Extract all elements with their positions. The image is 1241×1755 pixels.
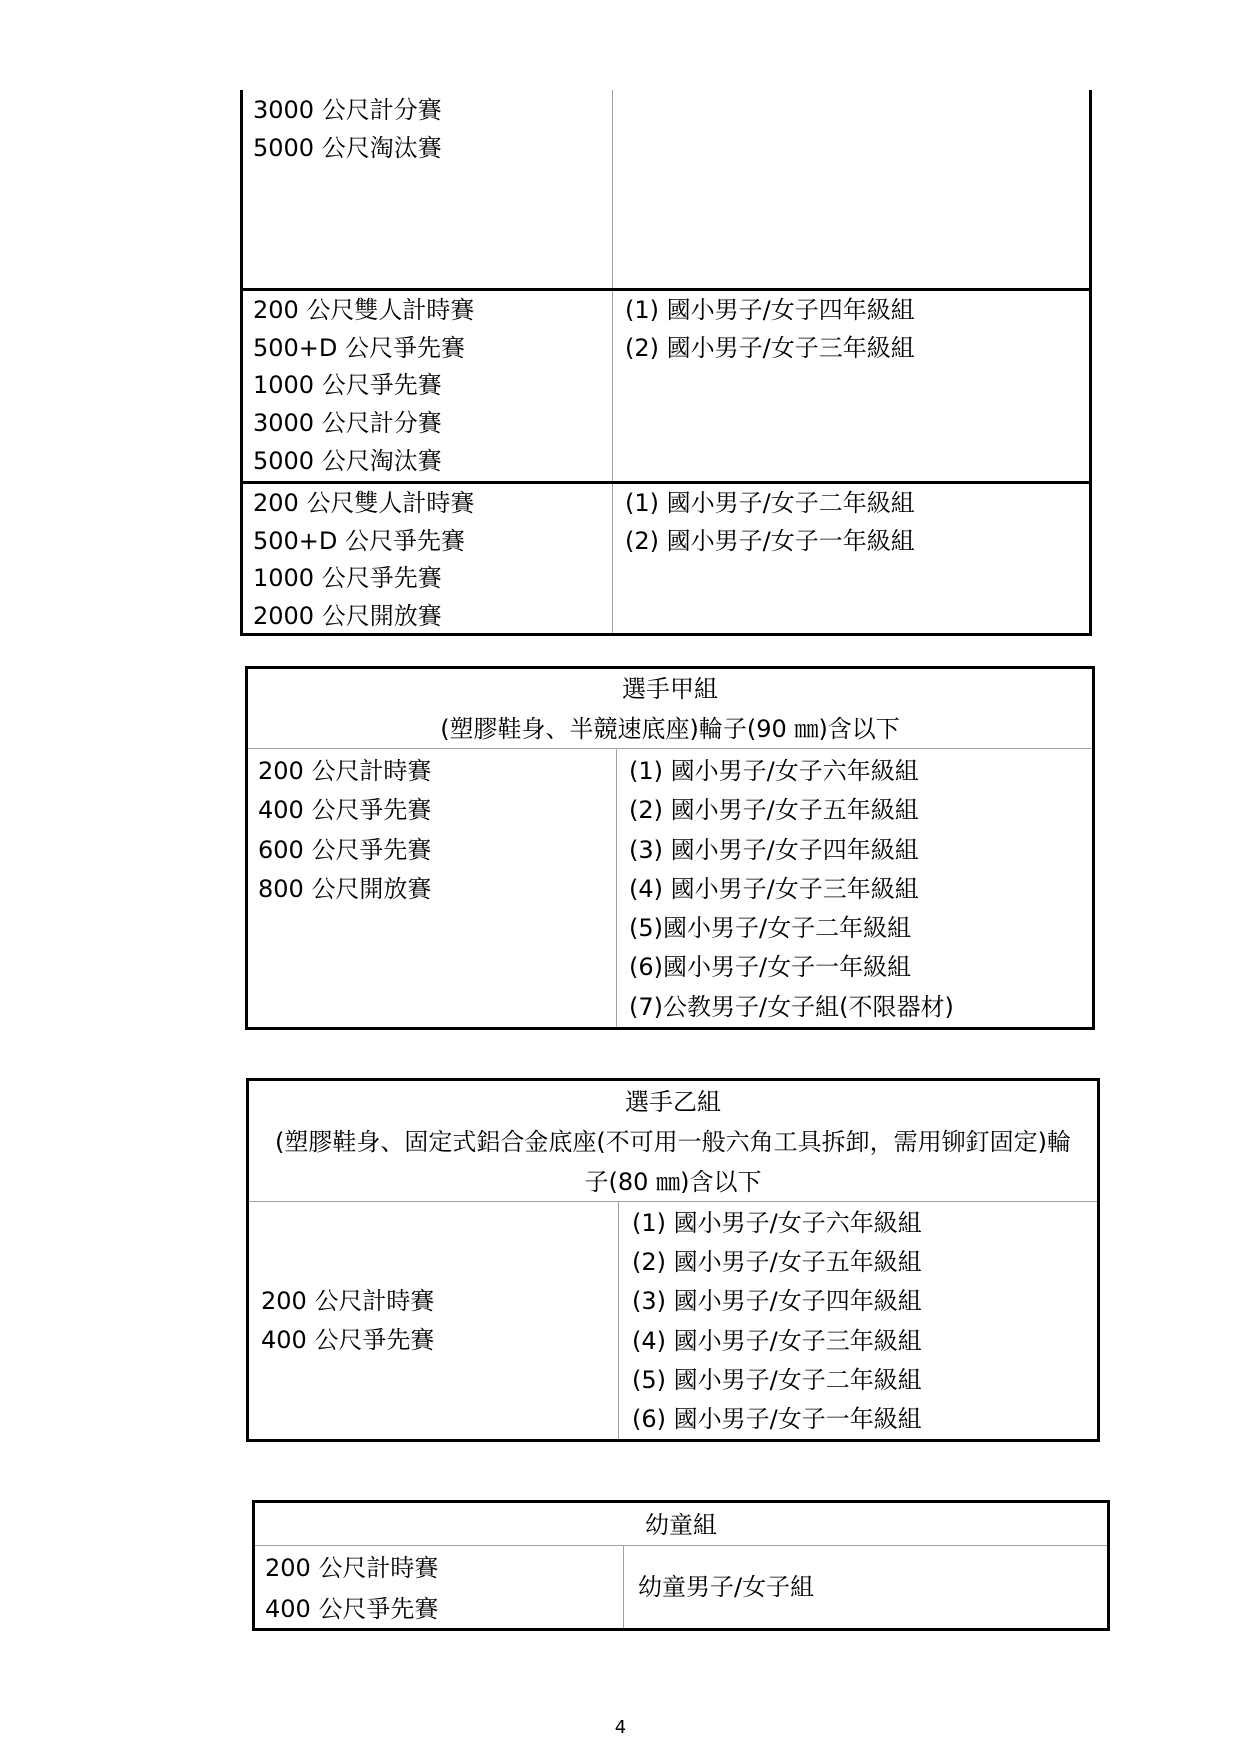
table-header: [248, 669, 1092, 748]
event-item: 200 公尺計時賽: [261, 1287, 435, 1315]
group-item: (2) 國小男子/女子五年級組: [629, 796, 919, 825]
event-item: 500+D 公尺爭先賽: [253, 526, 466, 555]
groups-cell: [613, 484, 1089, 633]
event-item: 800 公尺開放賽: [258, 874, 432, 903]
group-item: (1) 國小男子/女子六年級組: [632, 1209, 922, 1237]
row-divider: [243, 481, 1089, 484]
kids-table: [252, 1500, 1110, 1631]
event-item: 5000 公尺淘汰賽: [253, 134, 442, 162]
event-item: 1000 公尺爭先賽: [253, 564, 442, 593]
group-b-table: [246, 1078, 1100, 1442]
event-item: 400 公尺爭先賽: [261, 1325, 435, 1354]
events-cell: [243, 90, 612, 288]
event-item: 400 公尺爭先賽: [258, 796, 432, 825]
table-title: 幼童組: [645, 1511, 717, 1539]
table-header: [249, 1081, 1097, 1201]
groups-cell: [613, 90, 1089, 288]
event-item: 3000 公尺計分賽: [253, 409, 442, 438]
table-subtitle: (塑膠鞋身、半競速底座)輪子(90 ㎜)含以下: [440, 715, 900, 743]
group-item: (5) 國小男子/女子二年級組: [632, 1365, 922, 1394]
groups-cell: [613, 291, 1089, 481]
group-a-table: [245, 666, 1095, 1030]
group-item: (4) 國小男子/女子三年級組: [632, 1326, 922, 1355]
groups-cell: [624, 1546, 1107, 1628]
event-item: 2000 公尺開放賽: [253, 602, 442, 631]
table-title: 選手乙組: [625, 1088, 721, 1116]
table-subtitle-line: 子(80 ㎜)含以下: [584, 1168, 762, 1196]
table-title: 選手甲組: [622, 675, 718, 703]
table-header: [255, 1503, 1107, 1545]
group-item: 幼童男子/女子組: [638, 1573, 815, 1601]
group-item: (2) 國小男子/女子五年級組: [632, 1248, 922, 1277]
event-item: 400 公尺爭先賽: [265, 1595, 439, 1623]
events-cell: [249, 1202, 618, 1439]
group-item: (3) 國小男子/女子四年級組: [629, 835, 919, 864]
events-cell: [243, 291, 612, 481]
page-number: 4: [614, 1717, 627, 1738]
group-item: (1) 國小男子/女子二年級組: [625, 489, 915, 517]
event-item: 600 公尺爭先賽: [258, 835, 432, 864]
event-item: 200 公尺雙人計時賽: [253, 489, 475, 517]
groups-cell: [617, 749, 1092, 1027]
events-cell: [248, 749, 616, 1027]
group-item: (2) 國小男子/女子一年級組: [625, 526, 915, 555]
group-item: (5)國小男子/女子二年級組: [629, 914, 912, 943]
group-item: (3) 國小男子/女子四年級組: [632, 1287, 922, 1316]
row-divider: [243, 288, 1089, 291]
group-item: (6)國小男子/女子一年級組: [629, 953, 912, 982]
event-item: 200 公尺計時賽: [258, 757, 432, 785]
table-subtitle-line: (塑膠鞋身、固定式鋁合金底座(不可用一般六角工具拆卸，需用铆釘固定)輪: [274, 1128, 1072, 1156]
group-item: (1) 國小男子/女子四年級組: [625, 296, 915, 324]
group-item: (1) 國小男子/女子六年級組: [629, 757, 919, 785]
event-item: 5000 公尺淘汰賽: [253, 446, 442, 475]
event-item: 1000 公尺爭先賽: [253, 371, 442, 400]
group-item: (2) 國小男子/女子三年級組: [625, 333, 915, 362]
event-item: 200 公尺計時賽: [265, 1554, 439, 1582]
event-item: 500+D 公尺爭先賽: [253, 333, 466, 362]
groups-cell: [619, 1202, 1097, 1439]
events-cell: [255, 1546, 623, 1628]
event-item: 3000 公尺計分賽: [253, 96, 442, 124]
group-item: (6) 國小男子/女子一年級組: [632, 1405, 922, 1434]
event-item: 200 公尺雙人計時賽: [253, 296, 475, 324]
continued-events-table: [240, 90, 1092, 636]
events-cell: [243, 484, 612, 633]
group-item: (4) 國小男子/女子三年級組: [629, 874, 919, 903]
group-item: (7)公教男子/女子組(不限器材): [629, 992, 954, 1021]
